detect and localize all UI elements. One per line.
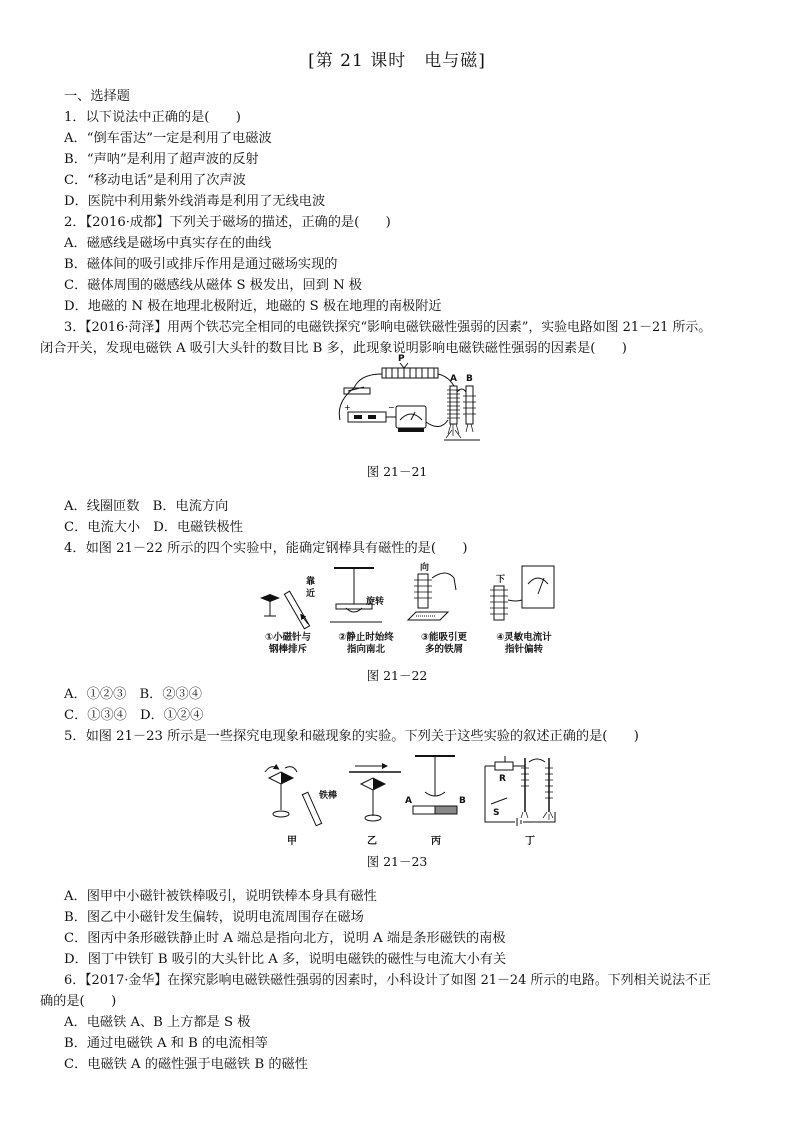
figure-21-22-word-near-1: 靠 — [306, 577, 316, 587]
figure-21-22-subcaption-2-line-2: 指向南北 — [346, 644, 385, 655]
question-2-option-d: D．地磁的 N 极在地理北极附近，地磁的 S 极在地理的南极附近 — [64, 299, 442, 314]
question-6-option-b: B．通过电磁铁 A 和 B 的电流相等 — [64, 1036, 268, 1051]
question-2-option-a: A．磁感线是磁场中真实存在的曲线 — [64, 236, 272, 251]
figure-21-23-subcaption-1: 甲 — [287, 836, 297, 847]
question-5-option-b: B．图乙中小磁针发生偏转，说明电流周围存在磁场 — [64, 910, 364, 925]
question-1-option-a: A．“倒车雷达”一定是利用了电磁波 — [64, 131, 272, 146]
question-5-option-a: A．图甲中小磁针被铁棒吸引，说明铁棒本身具有磁性 — [64, 889, 377, 904]
figure-21-23-subcaption-2: 乙 — [367, 836, 377, 847]
question-6-option-c: C．电磁铁 A 的磁性强于电磁铁 B 的磁性 — [64, 1057, 308, 1072]
question-4-options-line-2: C．①③④ D．①②④ — [64, 708, 204, 723]
svg-text:−: − — [388, 403, 395, 412]
figure-21-22-subcaption-1-line-1: ①小磁针与 — [264, 632, 312, 643]
figure-21-22-subcaption-3-line-1: ③能吸引更 — [420, 632, 468, 643]
figure-21-22-subcaption-3-line-2: 多的铁屑 — [424, 644, 463, 655]
question-3-options-line-1: A．线圈匝数 B．电流方向 — [64, 499, 229, 514]
figure-21-21-label-p: P — [398, 354, 405, 364]
question-6-stem-line-1: 6．【2017·金华】在探究影响电磁铁磁性强弱的因素时，小科设计了如图 21－24 所示的电路。下列相关说法不正 — [64, 973, 711, 988]
question-6-stem-line-2: 确的是( ) — [40, 994, 117, 1009]
question-5-option-c: C．图丙中条形磁铁静止时 A 端总是指向北方，说明 A 端是条形磁铁的南极 — [64, 931, 506, 946]
question-3-stem-line-2: 闭合开关，发现电磁铁 A 吸引大头针的数目比 B 多，此现象说明影响电磁铁磁性强弱的因素是( ) — [40, 341, 627, 356]
question-3-options-line-2: C．电流大小 D．电磁铁极性 — [64, 520, 243, 535]
svg-text:+: + — [344, 403, 351, 412]
figure-21-21-caption: 图 21－21 — [366, 464, 428, 479]
figure-21-22-subcaption-4-line-1: ④灵敏电流计 — [496, 632, 552, 643]
figure-21-21-label-a: A — [450, 374, 457, 384]
question-2-option-b: B．磁体间的吸引或排斥作用是通过磁场实现的 — [64, 257, 338, 272]
figure-21-23-label-r: R — [499, 774, 506, 784]
question-1-option-c: C．“移动电话”是利用了次声波 — [64, 173, 246, 188]
question-1-option-d: D．医院中利用紫外线消毒是利用了无线电波 — [64, 194, 326, 209]
question-2-option-c: C．磁体周围的磁感线从磁体 S 极发出，回到 N 极 — [64, 278, 362, 293]
question-6-option-a: A．电磁铁 A、B 上方都是 S 极 — [64, 1015, 251, 1030]
question-4-stem: 4．如图 21－22 所示的四个实验中，能确定钢棒具有磁性的是( ) — [64, 541, 468, 556]
figure-21-23-subcaption-4: 丁 — [525, 836, 535, 847]
figure-21-23-subcaption-3: 丙 — [431, 836, 441, 847]
figure-21-23-label-b: B — [459, 796, 466, 806]
figure-21-22-subcaption-2 — [328, 632, 404, 656]
page-title: [第 21 课时 电与磁] — [308, 51, 486, 71]
question-5-option-d: D．图丁中铁钉 B 吸引的大头针比 A 多，说明电磁铁的磁性与电流大小有关 — [64, 952, 507, 967]
question-1-option-b: B．“声呐”是利用了超声波的反射 — [64, 152, 259, 167]
figure-21-22-word-up-1: 向 — [420, 563, 430, 573]
section-heading: 一、选择题 — [64, 89, 130, 104]
figure-21-22-subcaption-1 — [250, 632, 326, 656]
question-3-stem-line-1: 3．【2016·菏泽】用两个铁芯完全相同的电磁铁探究“影响电磁铁磁性强弱的因素”，实验电路如图 21－21 所示。 — [64, 320, 712, 335]
figure-21-23 — [255, 752, 565, 846]
figure-21-22-caption: 图 21－22 — [366, 668, 428, 683]
question-4-options-line-1: A．①②③ B．②③④ — [64, 687, 202, 702]
figure-21-22-word-rotate: 旋转 — [366, 597, 385, 607]
figure-21-21-label-b: B — [466, 374, 473, 384]
figure-21-22-subcaption-1-line-2: 钢棒排斥 — [268, 644, 307, 655]
figure-21-22-subcaption-4-line-2: 指针偏转 — [504, 644, 543, 655]
figure-21-23-caption: 图 21－23 — [366, 854, 428, 869]
question-2-stem: 2．【2016·成都】下列关于磁场的描述，正确的是( ) — [64, 215, 391, 230]
figure-21-22-subcaption-2-line-1: ②静止时始终 — [338, 632, 394, 643]
figure-21-22-word-up-2: 下 — [496, 575, 506, 585]
figure-21-22-subcaption-3 — [406, 632, 482, 656]
figure-21-23-label-iron: 铁棒 — [319, 791, 338, 801]
figure-21-22-subcaption-4 — [484, 632, 564, 656]
figure-21-23-label-a: A — [405, 796, 412, 806]
question-1-stem: 1．以下说法中正确的是( ) — [64, 110, 241, 125]
figure-21-23-label-s: S — [493, 808, 500, 818]
question-5-stem: 5．如图 21－23 所示是一些探究电现象和磁现象的实验。下列关于这些实验的叙述正确的是( ) — [64, 729, 639, 744]
figure-21-22 — [250, 560, 560, 660]
figure-21-22-word-near-2: 近 — [306, 589, 316, 599]
figure-21-21 — [330, 354, 490, 452]
